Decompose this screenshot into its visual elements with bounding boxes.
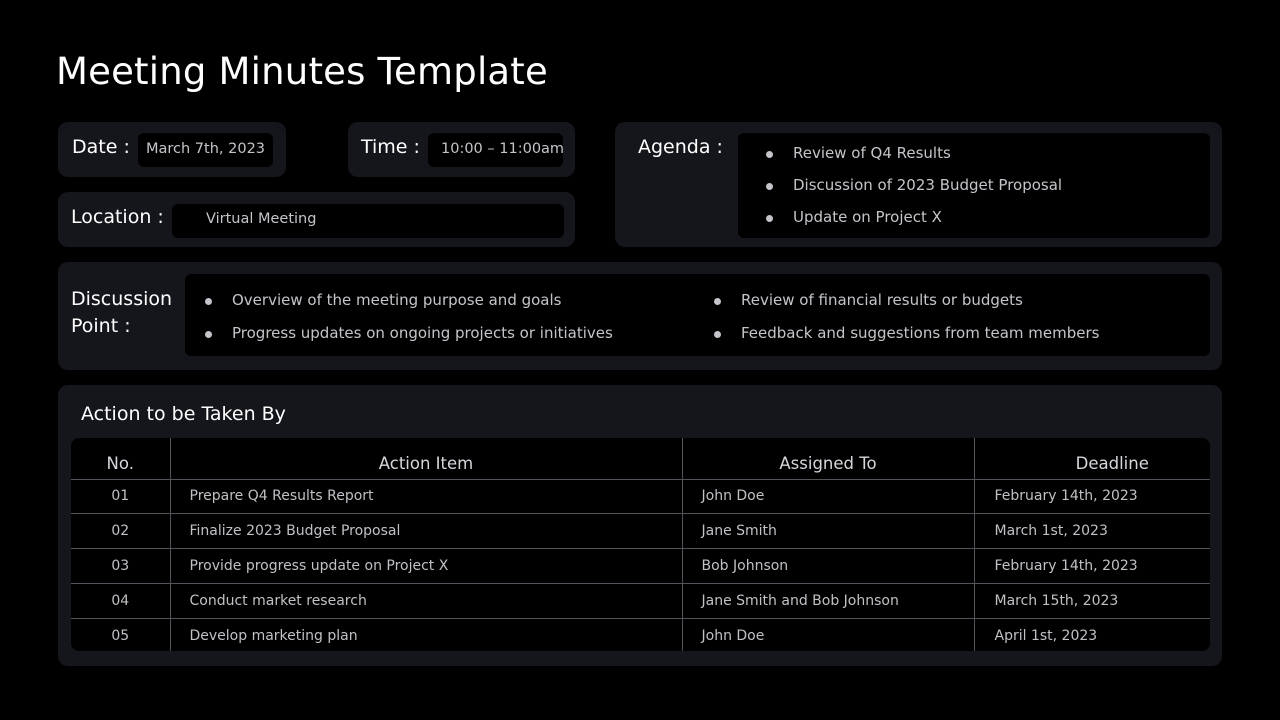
discussion-card <box>58 262 1222 370</box>
cell-assigned-to: Jane Smith and Bob Johnson <box>682 583 974 618</box>
date-label: Date : <box>72 136 130 158</box>
cell-no: 03 <box>71 549 170 584</box>
cell-deadline: April 1st, 2023 <box>974 618 1210 651</box>
table-row <box>71 583 1210 618</box>
cell-no: 04 <box>71 583 170 618</box>
cell-deadline: March 1st, 2023 <box>974 514 1210 549</box>
cell-action-item: Provide progress update on Project X <box>170 549 682 584</box>
table-row <box>71 479 1210 514</box>
cell-assigned-to: John Doe <box>682 618 974 651</box>
location-field[interactable] <box>172 204 564 238</box>
table-row <box>71 514 1210 549</box>
cell-deadline: March 15th, 2023 <box>974 583 1210 618</box>
cell-no: 01 <box>71 479 170 514</box>
discussion-box <box>185 274 1210 356</box>
date-value: March 7th, 2023 <box>146 141 266 157</box>
discussion-item: Review of financial results or budgets <box>741 291 1023 309</box>
agenda-label: Agenda : <box>638 136 723 158</box>
page-title: Meeting Minutes Template <box>56 50 548 93</box>
cell-action-item: Develop marketing plan <box>170 618 682 651</box>
cell-no: 02 <box>71 514 170 549</box>
location-value: Virtual Meeting <box>206 211 317 227</box>
location-card <box>58 192 575 247</box>
discussion-item: Progress updates on ongoing projects or initiatives <box>232 324 613 342</box>
time-label: Time : <box>361 136 420 158</box>
agenda-card <box>615 122 1222 247</box>
cell-action-item: Conduct market research <box>170 583 682 618</box>
action-card <box>58 385 1222 666</box>
table-row <box>71 618 1210 651</box>
agenda-item: Update on Project X <box>793 208 942 226</box>
date-field[interactable] <box>138 133 273 167</box>
date-card <box>58 122 286 177</box>
action-section-title: Action to be Taken By <box>81 403 286 425</box>
column-header-action-item: Action Item <box>170 438 682 479</box>
table-row <box>71 549 1210 584</box>
time-field[interactable] <box>428 133 563 167</box>
cell-assigned-to: John Doe <box>682 479 974 514</box>
agenda-box <box>738 133 1210 238</box>
discussion-item: Overview of the meeting purpose and goals <box>232 291 562 309</box>
table-header-row <box>71 438 1210 479</box>
discussion-item: Feedback and suggestions from team members <box>741 324 1100 342</box>
time-value: 10:00 – 11:00am <box>441 141 565 157</box>
agenda-item: Review of Q4 Results <box>793 144 951 162</box>
cell-assigned-to: Bob Johnson <box>682 549 974 584</box>
discussion-label-line2: Point : <box>71 315 131 337</box>
column-header-no: No. <box>71 438 170 479</box>
action-table <box>71 438 1210 651</box>
cell-action-item: Finalize 2023 Budget Proposal <box>170 514 682 549</box>
column-header-deadline: Deadline <box>974 438 1210 479</box>
time-card <box>348 122 575 177</box>
agenda-item: Discussion of 2023 Budget Proposal <box>793 176 1063 194</box>
cell-deadline: February 14th, 2023 <box>974 549 1210 584</box>
cell-no: 05 <box>111 627 130 644</box>
cell-action-item: Prepare Q4 Results Report <box>170 479 682 514</box>
discussion-label-line1: Discussion <box>71 288 173 310</box>
location-label: Location : <box>71 206 164 228</box>
cell-deadline: February 14th, 2023 <box>974 479 1210 514</box>
column-header-assigned-to: Assigned To <box>682 438 974 479</box>
cell-assigned-to: Jane Smith <box>682 514 974 549</box>
action-table-wrap <box>71 438 1210 651</box>
